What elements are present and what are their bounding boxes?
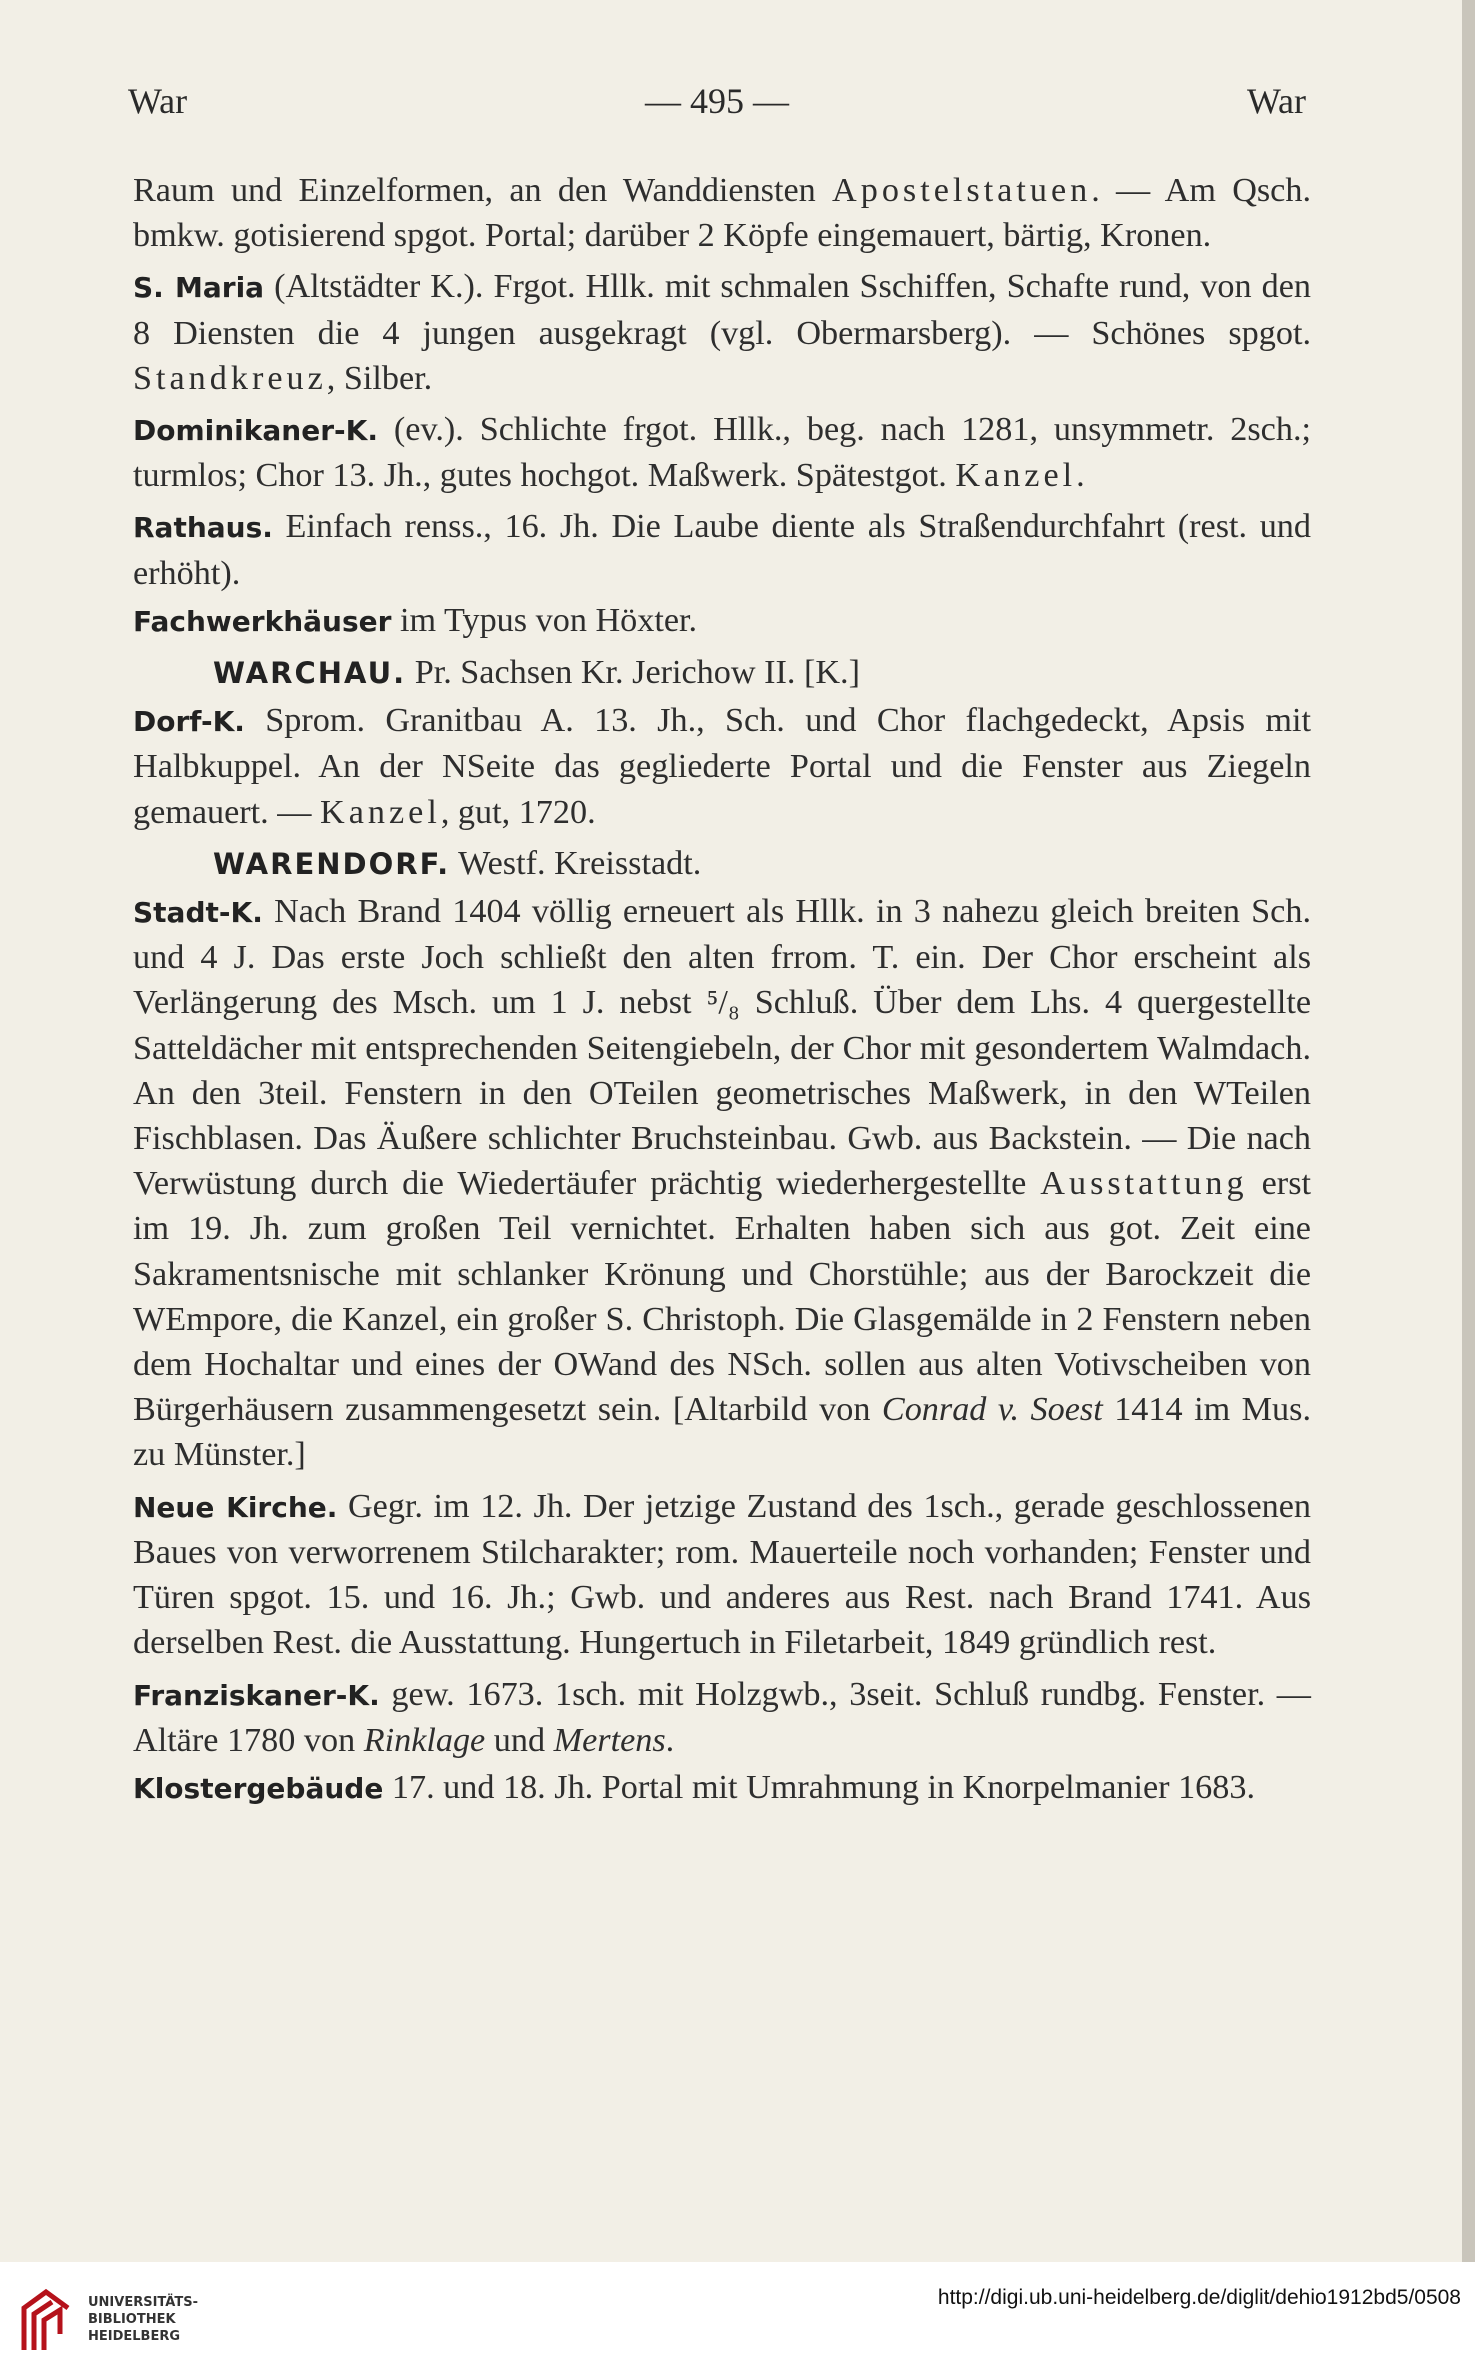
place-heading: WARENDORF. <box>213 846 451 881</box>
entry-heading: Rathaus. <box>133 511 273 545</box>
spaced-term: Standkreuz <box>133 359 327 397</box>
entry-rathaus: Rathaus. Einfach renss., 16. Jh. Die Laube diente als Straßendurchfahrt (rest. und erhöht). <box>133 508 1311 592</box>
header-left: War <box>128 81 188 121</box>
entry-stadt-k: Stadt-K. Nach Brand 1404 völlig erneuert als Hllk. in 3 nahezu gleich breiten Sch. und 4 J. Das erste Joch schließt den alten frrom. T. ein. Der Chor erscheint als Verlängerung des Msch. um 1 J. nebst ⁵/₈ Schluß. Über dem Lhs. 4 quergestellte Satteldächer mit entsprechenden Seitengiebeln, der Chor mit gesondertem Walmdach. An den 3teil. Fenstern in den OTeilen geometrisches Maßwerk, in den WTeilen Fischblasen. Das Äußere schlichter Bruchsteinbau. Gwb. aus Backstein. — Die nach Verwüstung durch die Wiedertäufer prächtig wiederhergestellte Ausstattung erst im 19. Jh. zum großen Teil vernichtet. Erhalten haben sich aus got. Zeit eine Sakramentsnische mit schlanker Krönung und Chorstühle; aus der Barockzeit die WEmpore, die Kanzel, ein großer S. Christoph. Die Glasgemälde in 2 Fenstern neben dem Hochaltar und eines der OWand des NSch. sollen aus alten Votivscheiben von Bürgerhäusern zusammengesetzt sein. [Altarbild von Conrad v. Soest 1414 im Mus. zu Münster.] <box>133 893 1311 1474</box>
header-right: War <box>1246 81 1306 121</box>
artist-name: Rinklage <box>363 1721 486 1759</box>
entry-neue-kirche: Neue Kirche. Gegr. im 12. Jh. Der jetzige Zustand des 1sch., gerade geschlossenen Baues von verworrenem Stilcharakter; rom. Mauerteile noch vorhanden; Fenster und Türen spgot. 15. und 16. Jh.; Gwb. und anderes aus Rest. nach Brand 1741. Aus derselben Rest. die Ausstattung. Hungertuch in Filetarbeit, 1849 gründlich rest. <box>133 1487 1311 1662</box>
entry-heading: Neue Kirche. <box>133 1490 338 1524</box>
place-warendorf: WARENDORF. Westf. Kreisstadt. <box>213 844 702 882</box>
spaced-term: Apostelstatuen <box>832 172 1092 209</box>
spaced-term: Kanzel <box>320 793 441 831</box>
page-number: — 495 — <box>645 81 789 121</box>
running-header <box>128 80 1306 130</box>
entry-heading: Stadt-K. <box>133 896 263 930</box>
entry-heading: Dominikaner-K. <box>133 414 378 448</box>
entry-s-maria: S. Maria (Altstädter K.). Frgot. Hllk. mit schmalen Sschiffen, Schafte rund, von den 8 Diensten die 4 jungen ausgekragt (vgl. Obermarsberg). — Schönes spgot. Standkreuz, Silber. <box>133 268 1311 397</box>
entry-dorf-k: Dorf-K. Sprom. Granitbau A. 13. Jh., Sch. und Chor flachgedeckt, Apsis mit Halbkuppel. An der NSeite das gegliederte Portal und die Fenster aus Ziegeln gemauert. — Kanzel, gut, 1720. <box>133 702 1311 831</box>
place-heading: WARCHAU. <box>213 656 407 691</box>
footer-bar <box>0 2262 1475 2375</box>
entry-heading: Franziskaner-K. <box>133 1678 380 1712</box>
spaced-term: Kanzel <box>955 457 1077 495</box>
entry-heading: Klostergebäude <box>133 1771 384 1805</box>
library-name: UNIVERSITÄTS- BIBLIOTHEK HEIDELBERG <box>88 2295 198 2344</box>
entry-heading: Dorf-K. <box>133 705 245 739</box>
entry-klostergebaeude: Klostergebäude 17. und 18. Jh. Portal mit Umrahmung in Knorpelmanier 1683. <box>133 1768 1256 1806</box>
entry-heading: S. Maria <box>133 271 265 305</box>
page-edge <box>1462 0 1475 2262</box>
body-text <box>133 168 1311 1813</box>
entry-dominikaner-k: Dominikaner-K. (ev.). Schlichte frgot. Hllk., beg. nach 1281, unsymmetr. 2sch.; turmlos; Chor 13. Jh., gutes hochgot. Maßwerk. Spätestgot. Kanzel. <box>133 411 1311 495</box>
artist-name: Mertens <box>553 1721 666 1759</box>
library-logo-icon[interactable] <box>14 2284 76 2356</box>
permalink-url[interactable]: http://digi.ub.uni-heidelberg.de/diglit/dehio1912bd5/0508 <box>937 2286 1461 2309</box>
place-warchau: WARCHAU. Pr. Sachsen Kr. Jerichow II. [K.] <box>213 654 860 692</box>
entry-continuation: Raum und Einzelformen, an den Wanddiensten Apostelstatuen. — Am Qsch. bmkw. gotisierend spgot. Portal; darüber 2 Köpfe eingemauert, bärtig, Kronen. <box>133 172 1311 255</box>
entry-franziskaner-k: Franziskaner-K. gew. 1673. 1sch. mit Holzgwb., 3seit. Schluß rundbg. Fenster. — Altäre 1780 von Rinklage und Mertens. <box>133 1675 1311 1759</box>
spaced-term: Ausstattung <box>1040 1165 1248 1203</box>
entry-heading: Fachwerkhäuser <box>133 604 392 638</box>
artist-name: Conrad v. Soest <box>881 1391 1103 1429</box>
entry-fachwerkhaeuser: Fachwerkhäuser im Typus von Höxter. <box>133 601 698 639</box>
